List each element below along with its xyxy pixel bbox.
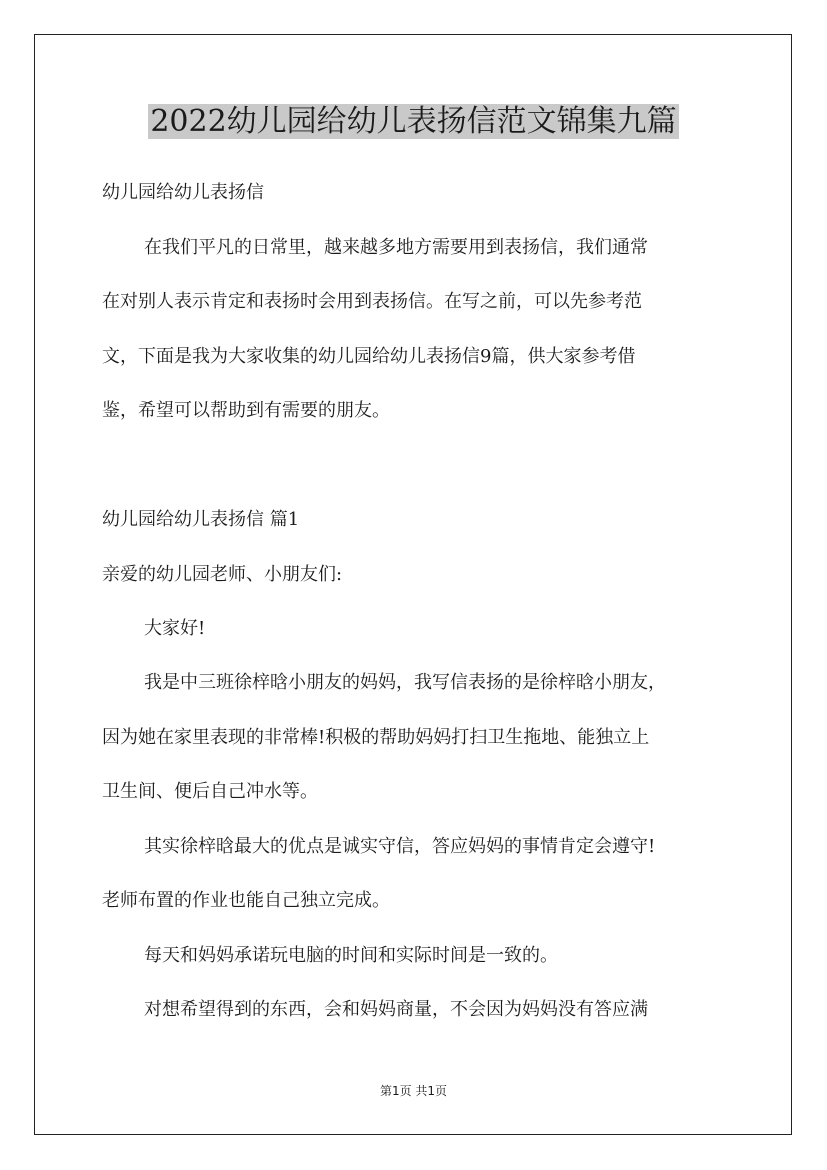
document-title-text: 2022幼儿园给幼儿表扬信范文锦集九篇	[150, 104, 677, 139]
intro-line-1: 在我们平凡的日常里，越来越多地方需要用到表扬信，我们通常	[144, 237, 648, 258]
para1-line-2: 因为她在家里表现的非常棒!积极的帮助妈妈打扫卫生拖地、能独立上	[102, 727, 650, 748]
intro-heading: 幼儿园给幼儿表扬信	[102, 182, 264, 203]
page-footer: 第1页 共1页	[379, 1084, 448, 1098]
para2-line-1: 其实徐梓晗最大的优点是诚实守信，答应妈妈的事情肯定会遵守!	[144, 836, 656, 857]
para1-line-1: 我是中三班徐梓晗小朋友的妈妈，我写信表扬的是徐梓晗小朋友，	[144, 672, 666, 693]
document-title	[0, 100, 827, 144]
intro-line-2: 在对别人表示肯定和表扬时会用到表扬信。在写之前，可以先参考范	[102, 291, 642, 312]
section-heading: 幼儿园给幼儿表扬信 篇1	[102, 509, 300, 530]
para2-line-2: 老师布置的作业也能自己独立完成。	[102, 890, 390, 911]
para4-line-1: 对想希望得到的东西，会和妈妈商量，不会因为妈妈没有答应满	[144, 999, 648, 1020]
intro-line-4: 鉴，希望可以帮助到有需要的朋友。	[102, 400, 390, 421]
greeting: 大家好!	[144, 618, 206, 639]
para1-line-3: 卫生间、便后自己冲水等。	[102, 781, 318, 802]
salutation: 亲爱的幼儿园老师、小朋友们:	[102, 564, 343, 585]
intro-line-3: 文，下面是我为大家收集的幼儿园给幼儿表扬信9篇，供大家参考借	[102, 346, 636, 367]
para3-line-1: 每天和妈妈承诺玩电脑的时间和实际时间是一致的。	[144, 945, 558, 966]
